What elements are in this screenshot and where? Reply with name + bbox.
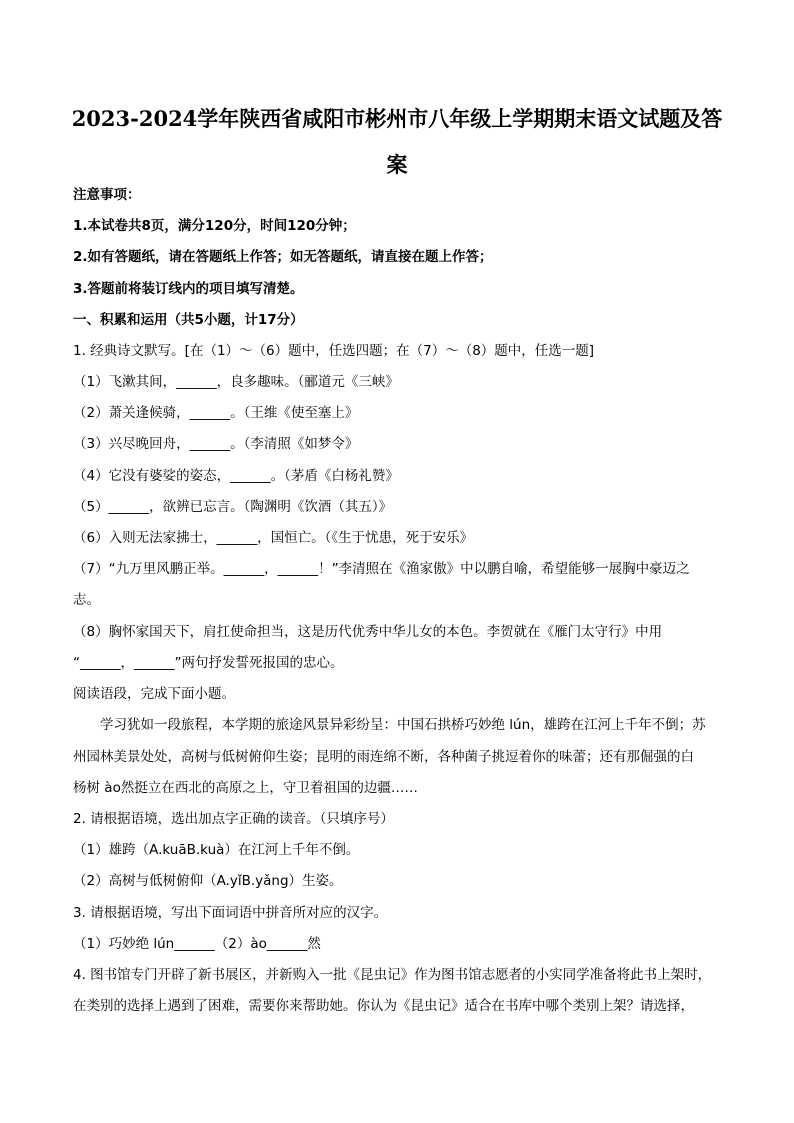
note-2: 2.如有答题纸，请在答题纸上作答；如无答题纸，请直接在题上作答； [73, 249, 493, 265]
question-4-line-1: 4. 图书馆专门开辟了新书展区，并新购入一批《昆虫记》作为图书馆志愿者的小实同学准备将此书上架时， [73, 967, 712, 983]
question-1-7-line-2: 志。 [73, 592, 100, 608]
question-1: 1. 经典诗文默写。[在（1）～（6）题中，任选四题；在（7）～（8）题中，任选一题] [73, 343, 595, 359]
question-4-line-2: 在类别的选择上遇到了困难，需要你来帮助她。你认为《昆虫记》适合在书库中哪个类别上架？请选择， [73, 998, 694, 1014]
question-2: 2. 请根据语境，选出加点字正确的读音。（只填序号） [73, 811, 394, 827]
question-1-3: （3）兴尽晚回舟，______。（李清照《如梦令》 [73, 436, 359, 452]
question-1-2: （2）萧关逢候骑，______。（王维《使至塞上》 [73, 405, 359, 421]
notes-header: 注意事项： [73, 187, 141, 203]
question-1-7-line-1: （7）“九万里风鹏正举。______，______！”李清照在《渔家傲》中以鹏自喻，希望能够一展胸中豪迈之 [73, 561, 690, 577]
question-1-1: （1）飞漱其间，______，良多趣味。（郦道元《三峡》 [73, 374, 399, 390]
section-heading: 一、积累和运用（共5小题，计17分） [73, 312, 304, 328]
passage-line-1: 学习犹如一段旅程，本学期的旅途风景异彩纷呈：中国石拱桥巧妙绝 lún，雄跨在江河上千年不倒；苏 [100, 717, 706, 733]
question-3-1: （1）巧妙绝 lún______（2）ào______然 [73, 936, 321, 952]
question-1-6: （6）入则无法家拂士，______，国恒亡。（《生于忧患，死于安乐》 [73, 530, 474, 546]
question-1-4: （4）它没有婆娑的姿态，______。（茅盾《白杨礼赞》 [73, 468, 399, 484]
document-title [70, 96, 724, 188]
question-3: 3. 请根据语境，写出下面词语中拼音所对应的汉字。 [73, 905, 388, 921]
title-line-2: 案 [386, 152, 408, 177]
passage-line-2: 州园林美景处处，高树与低树俯仰生姿；昆明的雨连绵不断，各种菌子挑逗着你的味蕾；还有那倔强的白 [73, 749, 694, 765]
reading-intro: 阅读语段，完成下面小题。 [73, 686, 235, 702]
question-2-1: （1）雄跨（A.kuāB.kuà）在江河上千年不倒。 [73, 842, 360, 858]
note-1: 1.本试卷共8页，满分120分，时间120分钟； [73, 218, 356, 234]
question-1-8-line-2: “______，______”两句抒发誓死报国的忠心。 [73, 655, 344, 671]
passage-line-3: 杨树 ào然挺立在西北的高原之上，守卫着祖国的边疆…… [73, 780, 418, 796]
note-3: 3.答题前将装订线内的项目填写清楚。 [73, 281, 304, 297]
question-1-5: （5）______，欲辨已忘言。（陶渊明《饮酒（其五）》 [73, 499, 393, 515]
question-2-2: （2）高树与低树俯仰（A.yǐB.yǎng）生姿。 [73, 873, 343, 889]
question-1-8-line-1: （8）胸怀家国天下，肩扛使命担当，这是历代优秀中华儿女的本色。李贺就在《雁门太守行》中用 [73, 624, 663, 640]
title-line-1: 2023-2024学年陕西省咸阳市彬州市八年级上学期期末语文试题及答 [71, 106, 723, 131]
